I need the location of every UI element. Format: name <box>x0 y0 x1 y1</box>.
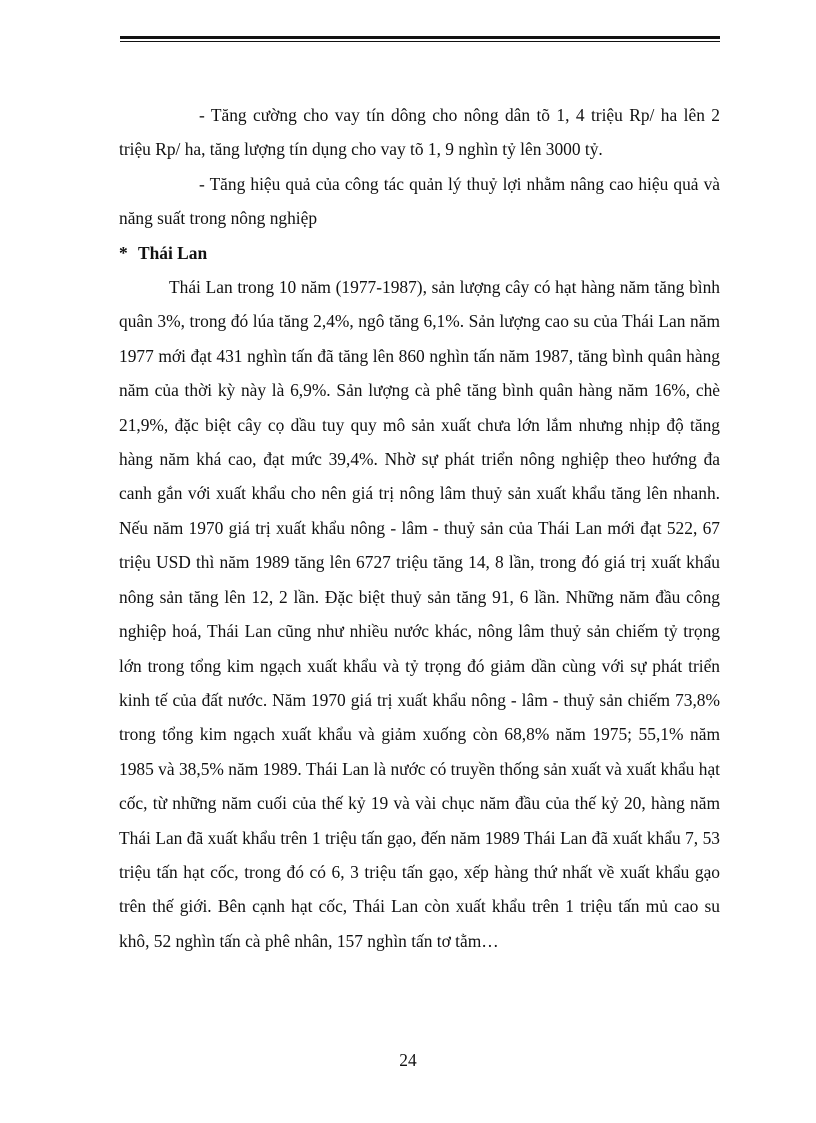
header-rule-thick <box>120 36 720 39</box>
thailand-paragraph: Thái Lan trong 10 năm (1977-1987), sản lượng cây có hạt hàng năm tăng bình quân 3%, trong đó lúa tăng 2,4%, ngô tăng 6,1%. Sản lượng cao su của Thái Lan năm 1977 mới đạt 431 nghìn tấn đã tăng lên 860 nghìn tấn năm 1987, tăng bình quân hàng năm của thời kỳ này là 6,9%. Sản lượng cà phê tăng bình quân hàng năm 16%, chè 21,9%, đặc biệt cây cọ dầu tuy quy mô sản xuất chưa lớn lắm nhưng nhịp độ tăng hàng năm khá cao, đạt mức 39,4%. Nhờ sự phát triển nông nghiệp theo hướng đa canh gắn với xuất khẩu cho nên giá trị nông lâm thuỷ sản xuất khẩu tăng lên nhanh. Nếu năm 1970 giá trị xuất khẩu nông - lâm - thuỷ sản của Thái Lan mới đạt 522, 67 triệu USD thì năm 1989 tăng lên 6727 triệu tăng 14, 8 lần, trong đó giá trị xuất khẩu nông sản tăng lên 12, 2 lần. Đặc biệt thuỷ sản tăng 91, 6 lần. Những năm đầu công nghiệp hoá, Thái Lan cũng như nhiều nước khác, nông lâm thuỷ sản chiếm tỷ trọng lớn trong tổng kim ngạch xuất khẩu và tỷ trọng đó giảm dần cùng với sự phát triển kinh tế của đất nước. Năm 1970 giá trị xuất khẩu nông - lâm - thuỷ sản chiếm 73,8% trong tổng kim ngạch xuất khẩu và giảm xuống còn 68,8% năm 1975; 55,1% năm 1985 và 38,5% năm 1989. Thái Lan là nước có truyền thống sản xuất và xuất khẩu hạt cốc, từ những năm cuối của thế kỷ 19 và vài chục năm đầu của thế kỷ 20, hàng năm Thái Lan đã xuất khẩu trên 1 triệu tấn gạo, đến năm 1989 Thái Lan đã xuất khẩu 7, 53 triệu tấn hạt cốc, trong đó có 6, 3 triệu tấn gạo, xếp hàng thứ nhất về xuất khẩu gạo trên thế giới. Bên cạnh hạt cốc, Thái Lan còn xuất khẩu trên 1 triệu tấn mủ cao su khô, 52 nghìn tấn cà phê nhân, 157 nghìn tấn tơ tằm… <box>119 277 720 951</box>
header-rule-thin <box>120 41 720 42</box>
bullet-irrigation-management: - Tăng hiệu quả của công tác quản lý thuỷ lợi nhằm nâng cao hiệu quả và năng suất trong nông nghiệp <box>119 173 720 229</box>
heading-title: Thái Lan <box>138 242 208 263</box>
heading-marker: * <box>119 242 128 263</box>
page-body <box>119 98 720 958</box>
section-heading <box>119 236 720 270</box>
page-number: 24 <box>399 1050 417 1070</box>
bullet-credit-increase: - Tăng cường cho vay tín dông cho nông dân tõ 1, 4 triệu Rp/ ha lên 2 triệu Rp/ ha, tăng lượng tín dụng cho vay tõ 1, 9 nghìn tỷ lên 3000 tỷ. <box>119 105 720 160</box>
